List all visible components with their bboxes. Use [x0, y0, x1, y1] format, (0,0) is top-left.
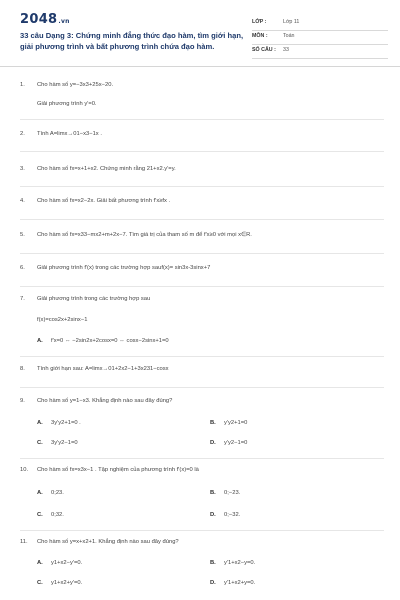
question-number: 3.	[20, 166, 25, 172]
divider	[20, 253, 384, 254]
option-letter: C.	[37, 440, 43, 446]
question-number: 1.	[20, 82, 25, 88]
logo-suffix: .vn	[58, 18, 70, 25]
option-letter: A.	[37, 560, 43, 566]
answer-option-a[interactable]	[37, 560, 82, 566]
question-text: Cho hàm số y=x+x2+1. Khẳng định nào sau đây đúng?	[37, 539, 179, 545]
answer-option-b[interactable]	[210, 420, 247, 426]
meta-row-count	[252, 45, 388, 59]
question-number: 11.	[20, 539, 28, 545]
option-text: 3y'y2+1=0 .	[51, 420, 81, 426]
question-number: 6.	[20, 265, 25, 271]
question-number: 2.	[20, 131, 25, 137]
option-text: y'1+x2+y=0.	[224, 580, 256, 586]
option-text: y'y2+1=0	[224, 420, 248, 426]
answer-option-b[interactable]	[210, 490, 240, 496]
question-text: Cho hàm số fx=x+1+x2. Chứng minh rằng 21+x2.y'=y.	[37, 166, 176, 172]
answer-option-b[interactable]	[210, 560, 255, 566]
answer-option-d[interactable]	[210, 512, 240, 518]
question-text: Cho hàm số fx=x3x−1 . Tập nghiệm của phương trình f'(x)=0 là	[37, 467, 199, 473]
meta-row-subject	[252, 31, 388, 45]
meta-value: Toán	[283, 33, 295, 39]
meta-label: SỐ CÂU :	[252, 47, 276, 53]
question-text: Tính giới hạn sau: A=limx→01+2x2−1+3x231−cosx	[37, 366, 169, 372]
meta-label: MÔN :	[252, 33, 268, 39]
option-text: y1+x2−y'=0.	[51, 560, 83, 566]
option-text: f'x=0 ⇔ −2sin2x+2cosx=0 ⇔ cosx−2sinx+1=0	[51, 338, 169, 344]
question-subtext: Giải phương trình y'=0.	[37, 101, 97, 107]
option-letter: A.	[37, 338, 43, 344]
question-number: 10.	[20, 467, 29, 473]
question-text: Cho hàm số fx=x33−mx2+m+2x−7. Tìm giá trị của tham số m để f'x≥0 với mọi x∈R.	[37, 232, 252, 238]
answer-option-a[interactable]	[37, 338, 169, 344]
meta-row-grade	[252, 17, 388, 31]
logo-text: 2048	[20, 12, 58, 27]
site-logo[interactable]	[20, 12, 70, 27]
option-text: 0;−32.	[224, 512, 241, 518]
option-text: 0;23.	[51, 490, 64, 496]
question-number: 4.	[20, 198, 25, 204]
meta-info	[252, 17, 388, 59]
question-text: Cho hàm số fx=x2−2x. Giải bất phương trình f'x≥fx .	[37, 198, 171, 204]
question-number: 9.	[20, 398, 25, 404]
answer-option-a[interactable]	[37, 490, 64, 496]
divider	[20, 219, 384, 220]
divider	[20, 530, 384, 531]
question-subtext: f(x)=cos2x+2sinx−1	[37, 317, 88, 323]
meta-value: Lớp 11	[283, 19, 300, 25]
option-letter: B.	[210, 420, 216, 426]
option-letter: A.	[37, 420, 43, 426]
document-title: 33 câu Dạng 3: Chứng minh đẳng thức đạo hàm, tìm giới hạn, giải phương trình và bất phương trình chứa đạo hàm.	[20, 31, 244, 51]
option-letter: D.	[210, 512, 216, 518]
question-number: 8.	[20, 366, 25, 372]
meta-label: LỚP :	[252, 19, 267, 25]
answer-option-c[interactable]	[37, 440, 78, 446]
meta-value: 33	[283, 47, 289, 53]
divider	[20, 286, 384, 287]
answer-option-d[interactable]	[210, 440, 247, 446]
question-text: Cho hàm số y=−3x3+25x−20.	[37, 82, 114, 88]
divider	[20, 119, 384, 120]
option-letter: D.	[210, 580, 216, 586]
answer-option-a[interactable]	[37, 420, 81, 426]
divider	[20, 186, 384, 187]
option-text: 0;32.	[51, 512, 64, 518]
header-divider	[0, 66, 400, 67]
option-letter: C.	[37, 580, 43, 586]
divider	[20, 356, 384, 357]
option-letter: A.	[37, 490, 43, 496]
divider	[20, 151, 384, 152]
option-text: 0;−23.	[224, 490, 241, 496]
question-number: 5.	[20, 232, 25, 238]
answer-option-c[interactable]	[37, 512, 64, 518]
option-letter: B.	[210, 560, 216, 566]
question-text: Giải phương trình f'(x) trong các trường hợp sauf(x)= sin3x-3sinx+7	[37, 265, 211, 271]
option-text: y'y2−1=0	[224, 440, 248, 446]
question-text: Tính A=limx→01−x3−1x .	[37, 131, 102, 137]
answer-option-d[interactable]	[210, 580, 255, 586]
divider	[20, 387, 384, 388]
divider	[20, 458, 384, 459]
option-text: y'1+x2−y=0.	[224, 560, 256, 566]
question-number: 7.	[20, 296, 25, 302]
option-text: y1+x2+y'=0.	[51, 580, 83, 586]
option-text: 3y'y2−1=0	[51, 440, 78, 446]
option-letter: B.	[210, 490, 216, 496]
page-header	[0, 0, 400, 62]
option-letter: D.	[210, 440, 216, 446]
question-text: Cho hàm số y=1−x3. Khẳng định nào sau đây đúng?	[37, 398, 173, 404]
answer-option-c[interactable]	[37, 580, 82, 586]
option-letter: C.	[37, 512, 43, 518]
question-text: Giải phương trình trong các trường hợp sau	[37, 296, 151, 302]
